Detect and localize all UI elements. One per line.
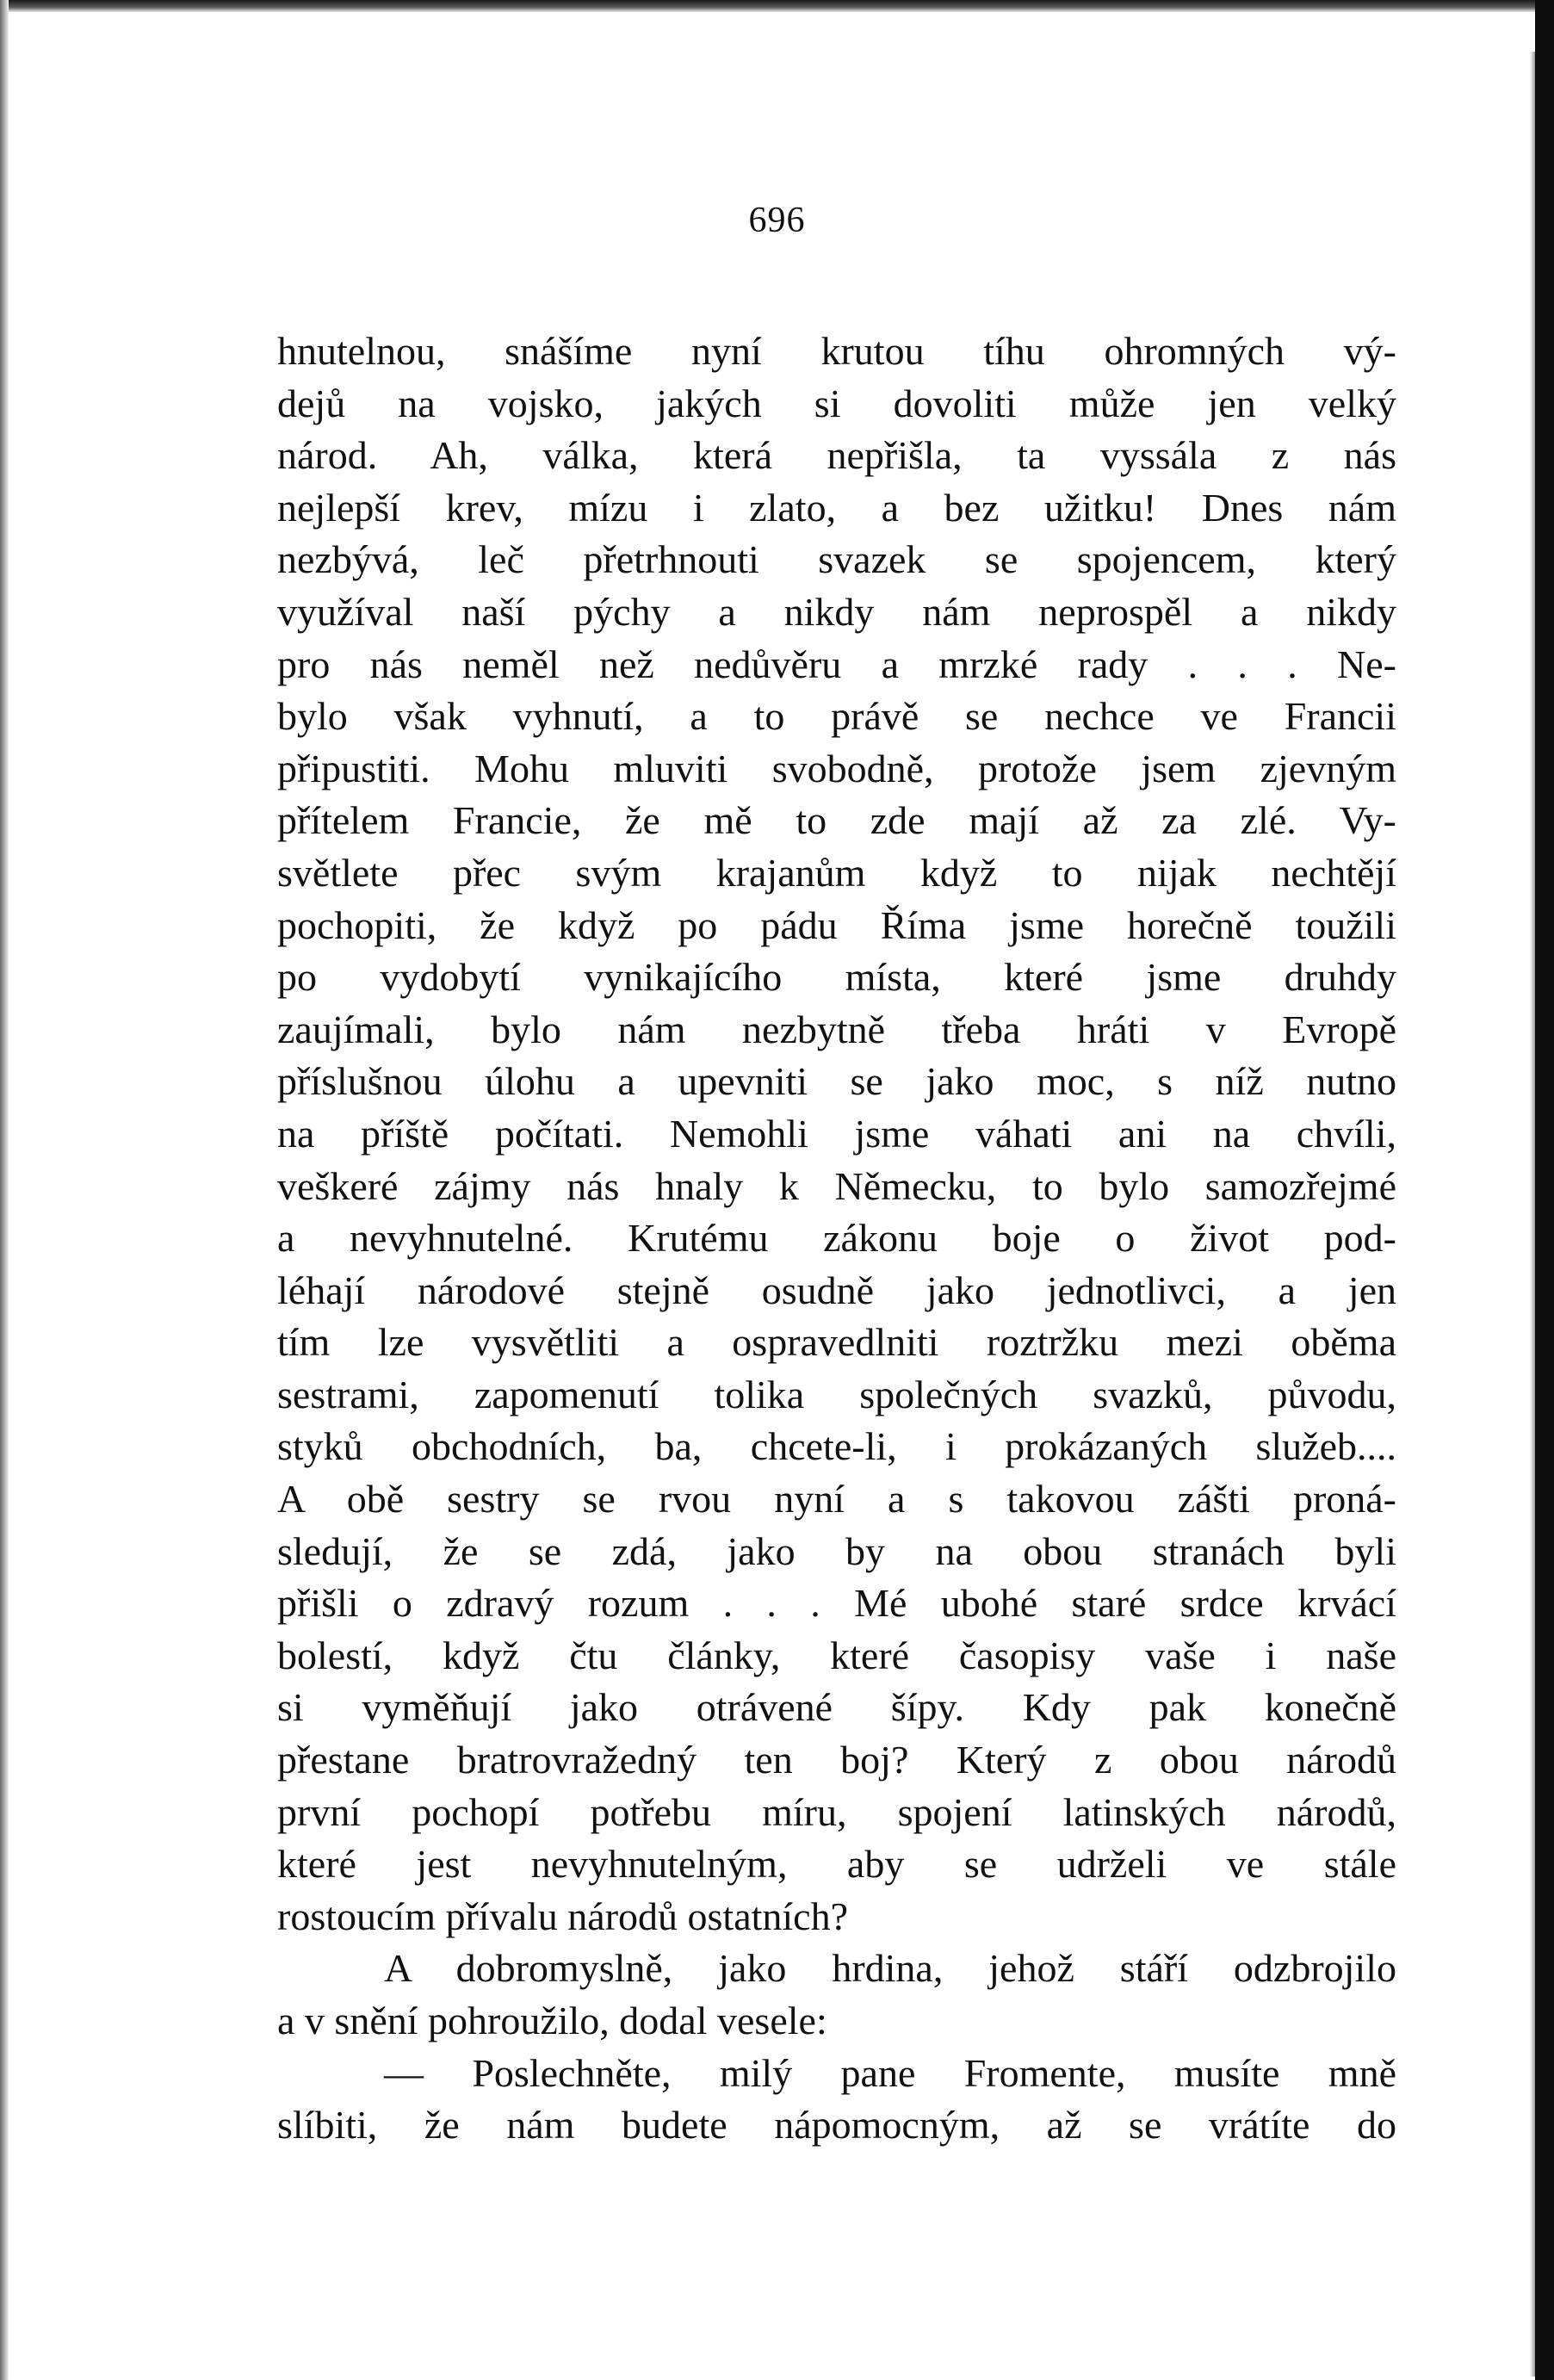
text-line: na příště počítati. Nemohli jsme váhati ani na chvíli, (277, 1111, 1396, 1156)
text-line: přišli o zdravý rozum . . . Mé ubohé staré srdce krvácí (277, 1581, 1396, 1626)
text-line: veškeré zájmy nás hnaly k Německu, to bylo samozřejmé (277, 1163, 1396, 1208)
text-line: připustiti. Mohu mluviti svobodně, protože jsem zjevným (277, 746, 1396, 790)
scan-edge-top (0, 0, 1554, 12)
text-line: světlete přec svým krajanům když to nijak nechtějí (277, 850, 1396, 895)
text-line: přestane bratrovražedný ten boj? Který z obou národů (277, 1738, 1396, 1782)
text-line: sestrami, zapomenutí tolika společných svazků, původu, (277, 1372, 1396, 1416)
body-text (277, 325, 1396, 2152)
text-line: které jest nevyhnutelným, aby se udrželi ve stále (277, 1842, 1396, 1887)
text-line: národ. Ah, válka, která nepřišla, ta vyssála z nás (277, 433, 1396, 478)
text-line: slíbiti, že nám budete nápomocným, až se vrátíte do (277, 2103, 1396, 2148)
scan-edge-right (1535, 0, 1554, 2380)
text-line: bolestí, když čtu články, které časopisy vaše i naše (277, 1633, 1396, 1677)
text-line: dejů na vojsko, jakých si dovoliti může jen velký (277, 381, 1396, 425)
text-line: sledují, že se zdá, jako by na obou stranách byli (277, 1528, 1396, 1573)
text-line: hnutelnou, snášíme nyní krutou tíhu ohromných vý- (277, 329, 1396, 373)
text-line: léhají národové stejně osudně jako jednotlivci, a jen (277, 1267, 1396, 1312)
scan-edge-left (0, 0, 9, 2380)
text-line: nezbývá, leč přetrhnouti svazek se spojencem, který (277, 537, 1396, 582)
text-line: po vydobytí vynikajícího místa, které jsme druhdy (277, 955, 1396, 1000)
page-number: 696 (748, 201, 806, 240)
text-line: přítelem Francie, že mě to zde mají až za zlé. Vy- (277, 798, 1396, 843)
text-line: nejlepší krev, mízu i zlato, a bez užitku! Dnes nám (277, 485, 1396, 530)
text-line: styků obchodních, ba, chcete-li, i prokázaných služeb.... (277, 1424, 1396, 1469)
text-line: pochopiti, že když po pádu Říma jsme horečně toužili (277, 902, 1396, 947)
text-line: příslušnou úlohu a upevniti se jako moc, s níž nutno (277, 1059, 1396, 1104)
text-line: si vyměňují jako otrávené šípy. Kdy pak konečně (277, 1685, 1396, 1730)
text-line: zaujímali, bylo nám nezbytně třeba hráti v Evropě (277, 1007, 1396, 1051)
text-line: — Poslechněte, milý pane Fromente, musíte mně (384, 2050, 1396, 2095)
text-line: první pochopí potřebu míru, spojení latinských národů, (277, 1789, 1396, 1834)
text-line: a nevyhnutelné. Krutému zákonu boje o život pod- (277, 1216, 1396, 1261)
text-line: A dobromyslně, jako hrdina, jehož stáří odzbrojilo (384, 1946, 1396, 1991)
text-line: bylo však vyhnutí, a to právě se nechce ve Francii (277, 694, 1396, 739)
text-line: tím lze vysvětliti a ospravedlniti roztržku mezi oběma (277, 1320, 1396, 1365)
text-line: využíval naší pýchy a nikdy nám neprospěl a nikdy (277, 589, 1396, 634)
text-line: rostoucím přívalu národů ostatních? (277, 1893, 849, 1938)
text-line: A obě sestry se rvou nyní a s takovou zášti proná- (277, 1477, 1396, 1522)
text-line: a v snění pohroužilo, dodal vesele: (277, 1999, 827, 2042)
text-line: pro nás neměl než nedůvěru a mrzké rady . . . Ne- (277, 641, 1396, 686)
